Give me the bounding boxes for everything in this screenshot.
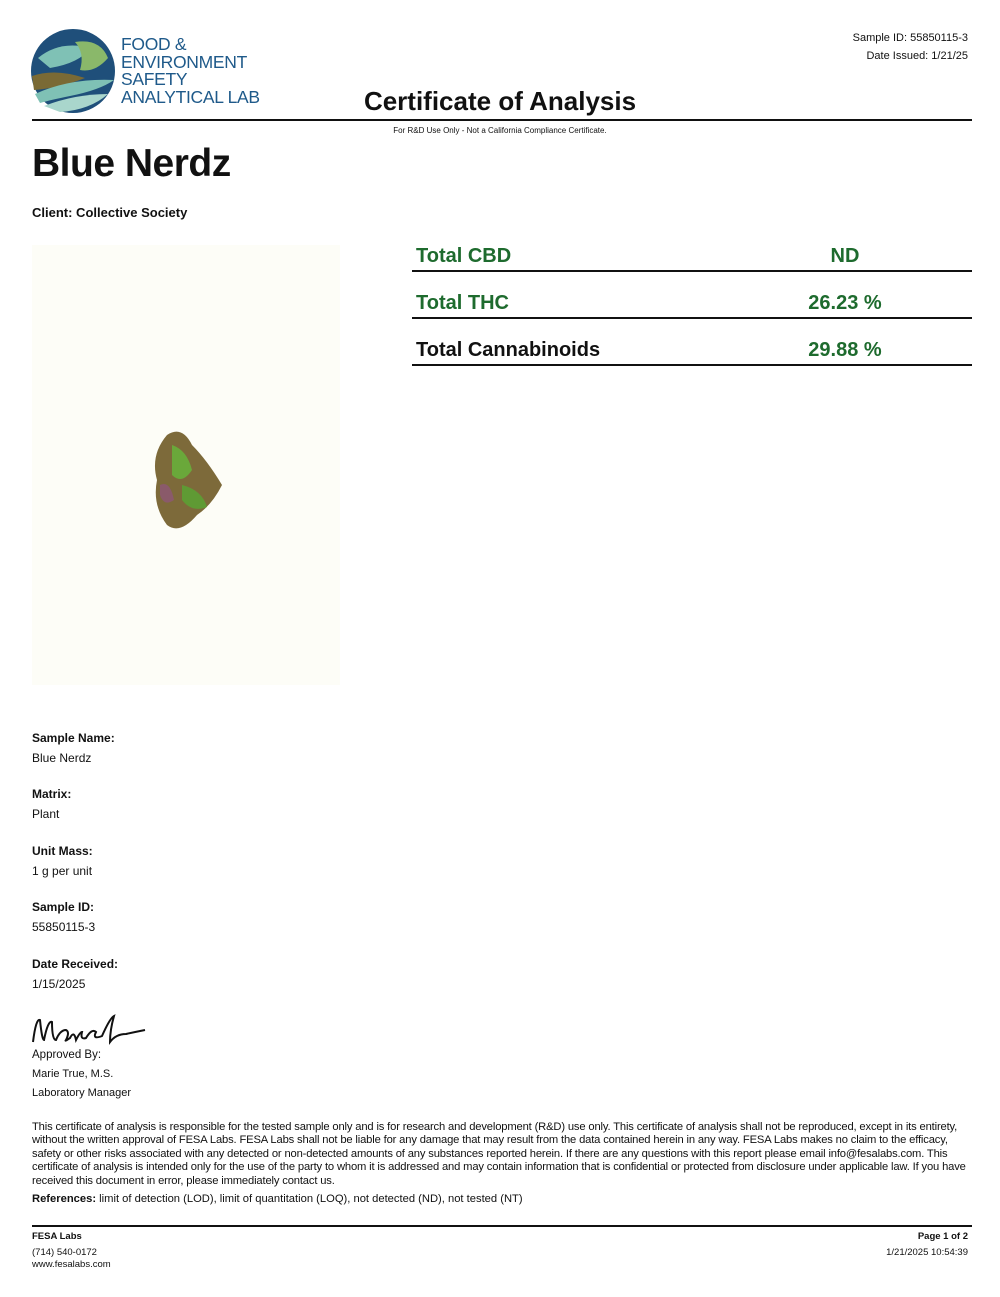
result-value: 29.88 % (808, 339, 882, 361)
approver-title: Laboratory Manager (32, 1087, 132, 1099)
references (32, 1193, 523, 1205)
references-label: References: (32, 1193, 97, 1205)
references-text: limit of detection (LOD), limit of quantitation (LOQ), not detected (ND), not tested (NT) (96, 1193, 523, 1205)
result-row-total-thc (412, 271, 972, 319)
result-value: 26.23 % (808, 292, 882, 314)
page-number: Page 1 of 2 (917, 1231, 968, 1242)
footer-company: FESA Labs (32, 1231, 82, 1242)
field-sample-name (32, 731, 115, 765)
field-label: Date Received: (32, 957, 119, 971)
disclaimer-text: This certificate of analysis is responsible for the tested sample only and is for research and development (R&D) use only. This certificate of analysis shall not be reproduced, except in its entirety, without the written approval of FESA Labs. FESA Labs shall not be liable for any damage that may result from the data contained herein in any way. FESA Labs makes no claim to the efficacy, safety or other risks associated with any detected or non-detected amounts of any substances reported herein. If there are any questions with this report please email info@fesalabs.com. This certificate of analysis is intended only for the use of the party to whom it is addressed and may contain information that is confidential or protected from disclosure under applicable law. If you have received this document in error, please immediately contact us. (32, 1121, 966, 1187)
logo-line: FOOD & (121, 34, 187, 54)
client-name: Client: Collective Society (32, 205, 188, 220)
field-sample-id (32, 900, 95, 934)
field-value: 55850115-3 (32, 920, 96, 934)
field-date-received (32, 957, 118, 991)
field-label: Unit Mass: (32, 844, 93, 858)
result-label: Total Cannabinoids (416, 339, 601, 361)
page-title: Certificate of Analysis (363, 86, 637, 116)
result-value: ND (830, 245, 860, 267)
logo-line: ENVIRONMENT (121, 51, 248, 72)
result-label: Total CBD (416, 245, 512, 267)
sample-name-heading: Blue Nerdz (32, 142, 231, 185)
result-row-total-cannabinoids (412, 318, 972, 366)
approver-name: Marie True, M.S. (32, 1068, 114, 1080)
logo-line: SAFETY (121, 69, 188, 89)
sample-photo (32, 245, 340, 685)
header-sample-id: Sample ID: 55850115-3 (852, 32, 968, 44)
signature-image (30, 1010, 150, 1050)
footer-website[interactable]: www.fesalabs.com (32, 1259, 111, 1270)
field-label: Sample Name: (32, 731, 115, 745)
result-row-total-cbd (412, 224, 972, 272)
field-value: 1/15/2025 (32, 977, 86, 991)
footer-timestamp: 1/21/2025 10:54:39 (886, 1246, 968, 1258)
field-value: Plant (32, 807, 60, 821)
subtitle: For R&D Use Only - Not a California Compliance Certificate. (393, 126, 607, 135)
cannabis-bud-image (32, 245, 340, 685)
logo-line: ANALYTICAL LAB (121, 86, 260, 107)
footer-phone: (714) 540-0172 (32, 1246, 97, 1258)
field-value: Blue Nerdz (32, 751, 92, 765)
header-date-issued: Date Issued: 1/21/25 (866, 50, 968, 62)
footer-divider (32, 1225, 972, 1227)
field-value: 1 g per unit (32, 864, 93, 878)
footer-left (32, 1231, 111, 1272)
result-label: Total THC (416, 292, 509, 314)
field-matrix (32, 787, 71, 821)
field-label: Matrix: (32, 787, 72, 801)
field-label: Sample ID: (32, 900, 95, 914)
approved-by-label: Approved By: (32, 1049, 102, 1061)
field-unit-mass (32, 844, 93, 878)
header-divider (32, 119, 972, 121)
footer-right (886, 1231, 968, 1259)
